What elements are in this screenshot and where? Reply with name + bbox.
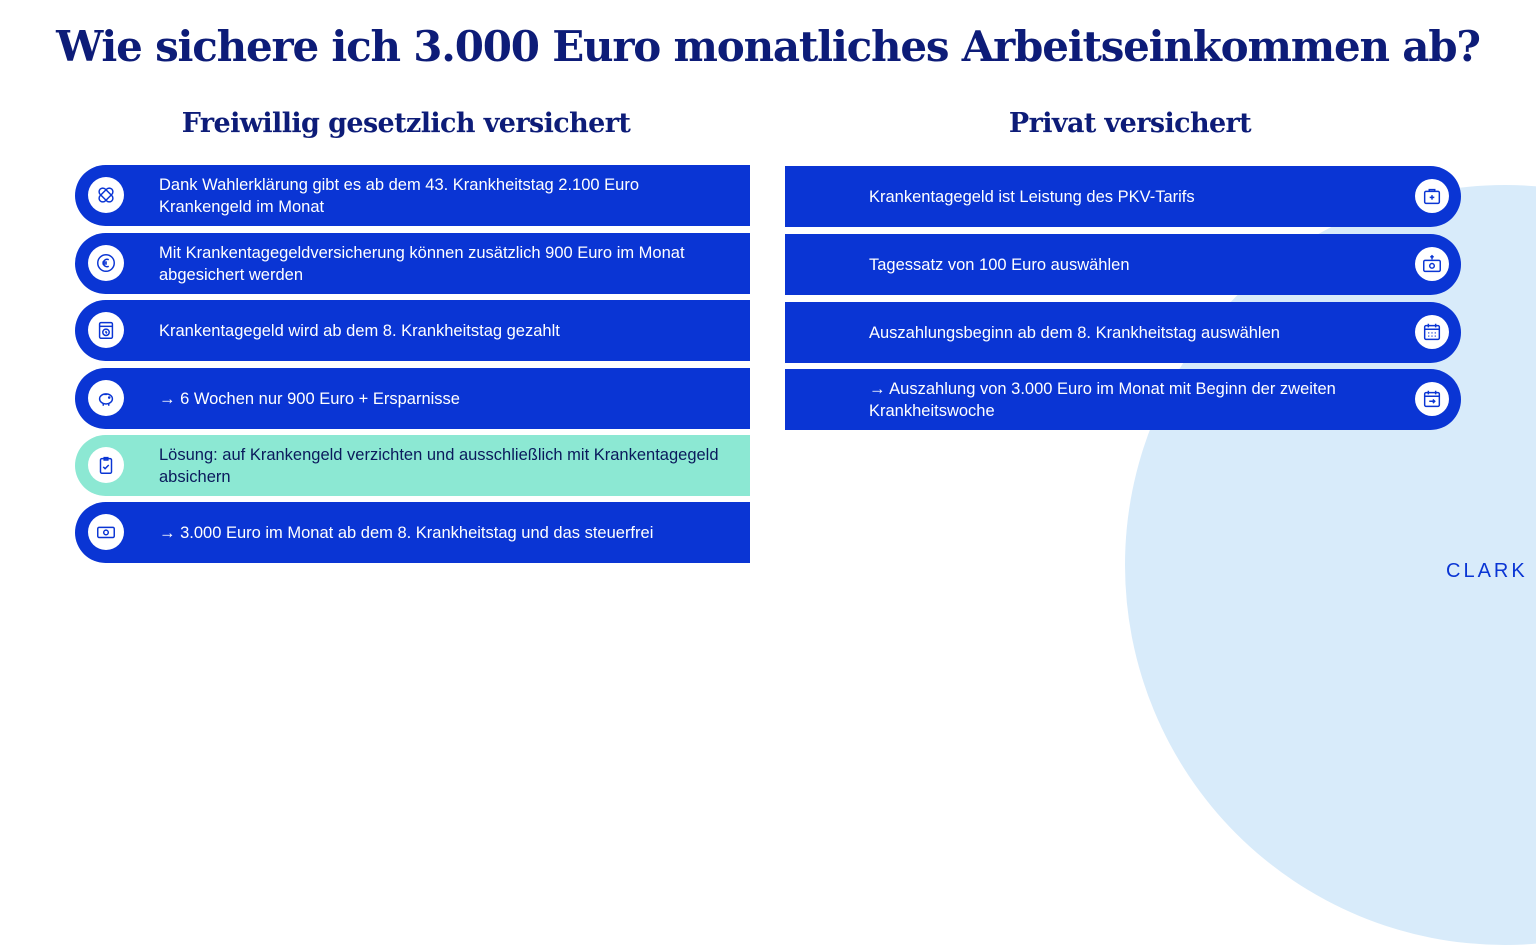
clark-logo: CLARK (1446, 560, 1528, 582)
left-row-6-text: → 3.000 Euro im Monat ab dem 8. Krankheitstag und das steuerfrei (159, 523, 654, 542)
euro-icon (88, 245, 124, 281)
bandage-icon (88, 177, 124, 213)
right-row-2 (785, 234, 1461, 295)
left-column-heading: Freiwillig gesetzlich versichert (181, 108, 631, 139)
calendar-icon (1415, 315, 1449, 349)
left-row-5-solution (75, 435, 750, 496)
money-icon (88, 514, 124, 550)
left-row-5-text: Lösung: auf Krankengeld verzichten und ausschließlich mit Krankentagegeld absichern (159, 445, 719, 486)
right-row-1 (785, 166, 1461, 227)
right-row-4-text: → Auszahlung von 3.000 Euro im Monat mit Beginn der zweiten Krankheitswoche (869, 379, 1336, 420)
left-row-3-text: Krankentagegeld wird ab dem 8. Krankheitstag gezahlt (159, 321, 560, 340)
left-row-4 (75, 368, 750, 429)
left-row-6 (75, 502, 750, 563)
right-row-2-text: Tagessatz von 100 Euro auswählen (869, 255, 1130, 274)
left-row-1 (75, 165, 750, 226)
clipboard-check-icon (88, 447, 124, 483)
page-title: Wie sichere ich 3.000 Euro monatliches Arbeitseinkommen ab? (56, 22, 1480, 71)
left-row-4-text: → 6 Wochen nur 900 Euro + Ersparnisse (159, 389, 460, 408)
left-row-1-text: Dank Wahlerklärung gibt es ab dem 43. Krankheitstag 2.100 Euro Krankengeld im Monat (159, 175, 639, 216)
money-upload-icon (1415, 247, 1449, 281)
left-row-2 (75, 233, 750, 294)
piggy-bank-icon (88, 380, 124, 416)
left-row-2-text: Mit Krankentagegeldversicherung können zusätzlich 900 Euro im Monat abgesichert werden (159, 243, 685, 284)
left-row-3 (75, 300, 750, 361)
right-row-1-text: Krankentagegeld ist Leistung des PKV-Tarifs (869, 187, 1195, 206)
right-column-heading: Privat versichert (1008, 108, 1252, 139)
medical-case-icon (1415, 179, 1449, 213)
right-row-3 (785, 302, 1461, 363)
right-row-3-text: Auszahlungsbeginn ab dem 8. Krankheitstag auswählen (869, 323, 1280, 342)
right-row-4 (785, 369, 1461, 430)
calendar-arrow-icon (1415, 382, 1449, 416)
calendar-clock-icon (88, 312, 124, 348)
